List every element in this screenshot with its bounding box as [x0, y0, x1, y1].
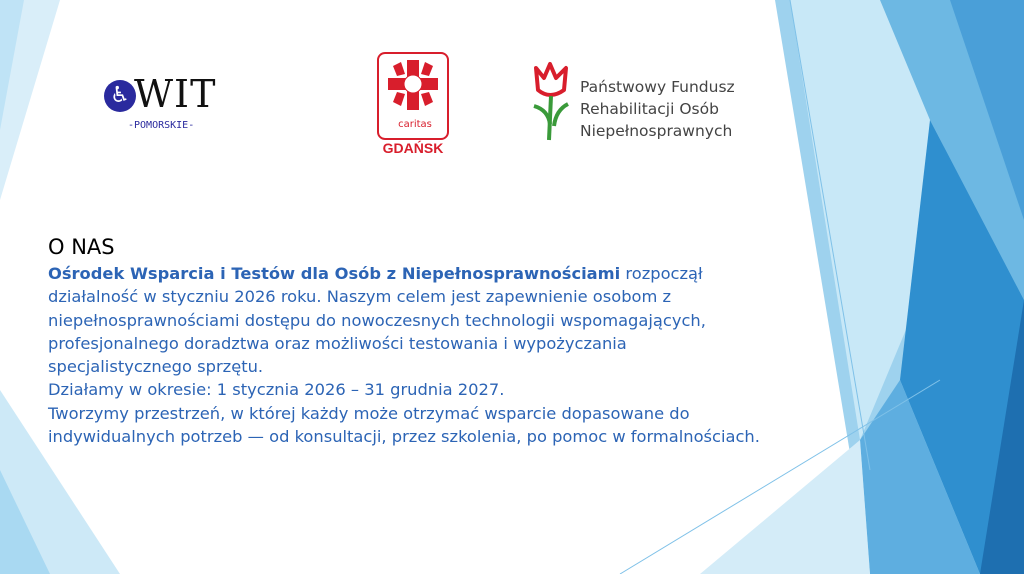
- about-intro: [48, 262, 768, 378]
- caritas-city: GDAŃSK: [382, 140, 444, 156]
- wheelchair-icon: ♿: [104, 80, 136, 112]
- about-intro-rest: rozpoczął działalność w styczniu 2026 roku. Naszym celem jest zapewnienie osobom z niepełnosprawnościami dostępu do nowoczesnych technologii wspomagających, profesjonalnego doradztwa oraz możliwości testowania i wypożyczania specjalistycznego sprzętu.: [48, 264, 706, 377]
- caritas-cross-icon: [379, 54, 447, 116]
- about-mission: Tworzymy przestrzeń, w której każdy może otrzymać wsparcie dopasowane do indywidualnych potrzeb — od konsultacji, przez szkolenia, po pomoc w formalnościach.: [48, 403, 760, 447]
- tulip-icon: [528, 60, 576, 144]
- caritas-badge: [377, 52, 449, 140]
- about-section: [48, 232, 768, 448]
- about-period: Działamy w okresie: 1 stycznia 2026 – 31 grudnia 2027.: [48, 380, 505, 400]
- pfron-logo: [528, 60, 788, 150]
- pfron-line-1: Państwowy Fundusz: [580, 78, 735, 96]
- about-intro-bold: Ośrodek Wsparcia i Testów dla Osób z Niepełnosprawnościami: [48, 264, 621, 283]
- about-heading: O NAS: [48, 235, 115, 259]
- pfron-line-2: Rehabilitacji Osób: [580, 100, 719, 118]
- caritas-logo: [372, 52, 456, 158]
- owit-logo: [100, 74, 245, 144]
- pfron-name: [580, 76, 735, 142]
- caritas-word: caritas: [398, 119, 432, 130]
- owit-logo-word: WIT: [134, 72, 217, 116]
- pfron-line-3: Niepełnosprawnych: [580, 122, 733, 140]
- owit-logo-subtitle: -POMORSKIE-: [128, 120, 195, 131]
